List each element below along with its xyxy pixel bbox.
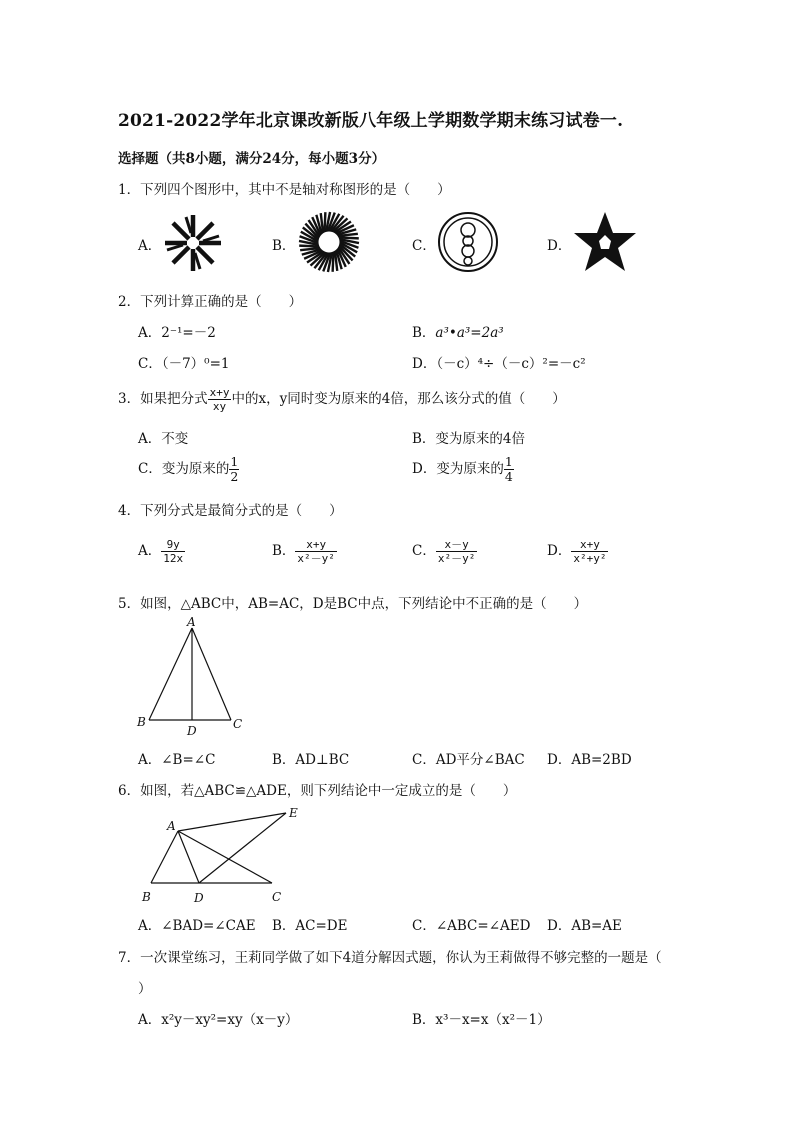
q4-option-b <box>272 538 337 565</box>
q5-label-d: D <box>187 724 197 738</box>
question-1-stem: 1．下列四个图形中，其中不是轴对称图形的是（ ） <box>118 182 451 198</box>
q3-d-den: 4 <box>504 469 513 484</box>
q4-option-a-label: A． <box>138 543 162 559</box>
q5-label-c: C <box>233 717 243 731</box>
q3-frac-den: xy <box>212 400 227 413</box>
q6-option-c: C．∠ABC=∠AED <box>412 918 531 934</box>
q4-b-den: x²－y² <box>297 552 335 565</box>
q3-frac-num: x+y <box>209 386 230 399</box>
q4-option-a-fraction <box>161 538 185 565</box>
question-7-stem-line1: 7．一次课堂练习，王莉同学做了如下4道分解因式题，你认为王莉做得不够完整的一题是（ <box>118 950 662 966</box>
q6-label-b: B <box>142 890 151 904</box>
q7-option-b: B．x³－x=x（x²－1） <box>412 1012 551 1028</box>
q3-c-num: 1 <box>230 454 239 469</box>
q2-option-d <box>412 352 586 372</box>
q3-option-a: A．不变 <box>138 431 189 447</box>
q4-option-c-fraction <box>436 538 478 565</box>
q5-label-a: A <box>187 616 196 629</box>
q5-triangle-figure <box>134 616 254 740</box>
q5-option-c: C．AD平分∠BAC <box>412 752 525 768</box>
question-5-stem: 5．如图，△ABC中，AB=AC，D是BC中点，下列结论中不正确的是（ ） <box>118 596 588 612</box>
q2-option-c-text: （－7）⁰=1 <box>161 356 230 372</box>
q6-triangles-figure <box>136 803 306 907</box>
q2-option-b <box>412 321 504 341</box>
q6-label-e: E <box>289 806 298 820</box>
question-2-stem: 2．下列计算正确的是（ ） <box>118 294 303 310</box>
q5-option-b: B．AD⊥BC <box>272 752 350 768</box>
q6-option-d: D．AB=AE <box>547 918 622 934</box>
q4-a-den: 12x <box>163 552 184 565</box>
q4-option-c <box>412 538 477 565</box>
q6-label-c: C <box>272 890 282 904</box>
q3-fraction <box>208 386 232 413</box>
q6-option-a: A．∠BAD=∠CAE <box>138 918 256 934</box>
q2-option-c <box>138 352 230 372</box>
q6-label-d: D <box>194 891 204 905</box>
q1-option-d-label: D． <box>547 238 572 254</box>
q2-option-a-label: A． <box>138 325 162 341</box>
question-6-stem: 6．如图，若△ABC≌△ADE，则下列结论中一定成立的是（ ） <box>118 783 517 799</box>
q1-option-c-label: C． <box>412 238 436 254</box>
q1-figure-c-circles <box>437 211 499 273</box>
q3-option-d <box>412 455 514 484</box>
q2-option-a-text: 2⁻¹=－2 <box>161 325 216 341</box>
q4-option-d-fraction <box>571 538 608 565</box>
question-3-stem <box>118 386 566 413</box>
question-7-stem-line2: ） <box>138 981 152 997</box>
q4-option-d-label: D． <box>547 543 572 559</box>
q4-option-d <box>547 538 608 565</box>
q4-c-num: x－y <box>436 538 478 552</box>
exam-title: 2021-2022学年北京课改新版八年级上学期数学期末练习试卷一. <box>118 111 624 131</box>
q4-d-den: x²+y² <box>573 552 607 565</box>
q2-option-d-label: D． <box>412 356 437 372</box>
q5-option-a: A．∠B=∠C <box>138 752 216 768</box>
q1-option-a-label: A． <box>138 238 162 254</box>
q4-option-a <box>138 538 185 565</box>
q3-stem-pre: 3．如果把分式 <box>118 391 208 407</box>
q3-option-c-text: C．变为原来的 <box>138 461 230 477</box>
q4-c-den: x²－y² <box>437 552 476 565</box>
q5-label-b: B <box>137 715 146 729</box>
q5-option-d: D．AB=2BD <box>547 752 632 768</box>
q6-label-a: A <box>167 819 176 833</box>
q1-figure-a-starburst <box>163 213 223 273</box>
q3-stem-post: 中的x，y同时变为原来的4倍，那么该分式的值（ ） <box>231 391 566 407</box>
q1-option-b-label: B． <box>272 238 296 254</box>
q2-option-d-text: （－c）⁴÷（－c）²=－c² <box>436 356 586 372</box>
q2-option-b-text: a³•a³=2a³ <box>435 325 504 341</box>
q3-option-d-text: D．变为原来的 <box>412 461 504 477</box>
q2-option-c-label: C． <box>138 356 162 372</box>
q3-option-b: B．变为原来的4倍 <box>412 431 526 447</box>
q1-figure-d-star <box>572 210 638 274</box>
section-heading: 选择题（共8小题，满分24分，每小题3分） <box>118 151 386 167</box>
q1-figure-b-sunburst <box>298 211 360 273</box>
q3-c-den: 2 <box>230 469 239 484</box>
q6-option-b: B．AC=DE <box>272 918 348 934</box>
q7-option-a: A．x²y－xy²=xy（x－y） <box>138 1012 299 1028</box>
q2-option-a <box>138 321 216 341</box>
q2-option-b-label: B． <box>412 325 436 341</box>
q3-d-num: 1 <box>504 454 513 469</box>
q3-option-c-fraction <box>229 455 239 484</box>
q4-b-num: x+y <box>295 538 337 552</box>
question-4-stem: 4．下列分式是最简分式的是（ ） <box>118 503 343 519</box>
q3-option-d-fraction <box>504 455 514 484</box>
q4-a-num: 9y <box>161 538 185 552</box>
q4-option-b-fraction <box>295 538 337 565</box>
q4-option-b-label: B． <box>272 543 296 559</box>
q4-d-num: x+y <box>571 538 608 552</box>
q3-option-c <box>138 455 239 484</box>
q4-option-c-label: C． <box>412 543 436 559</box>
